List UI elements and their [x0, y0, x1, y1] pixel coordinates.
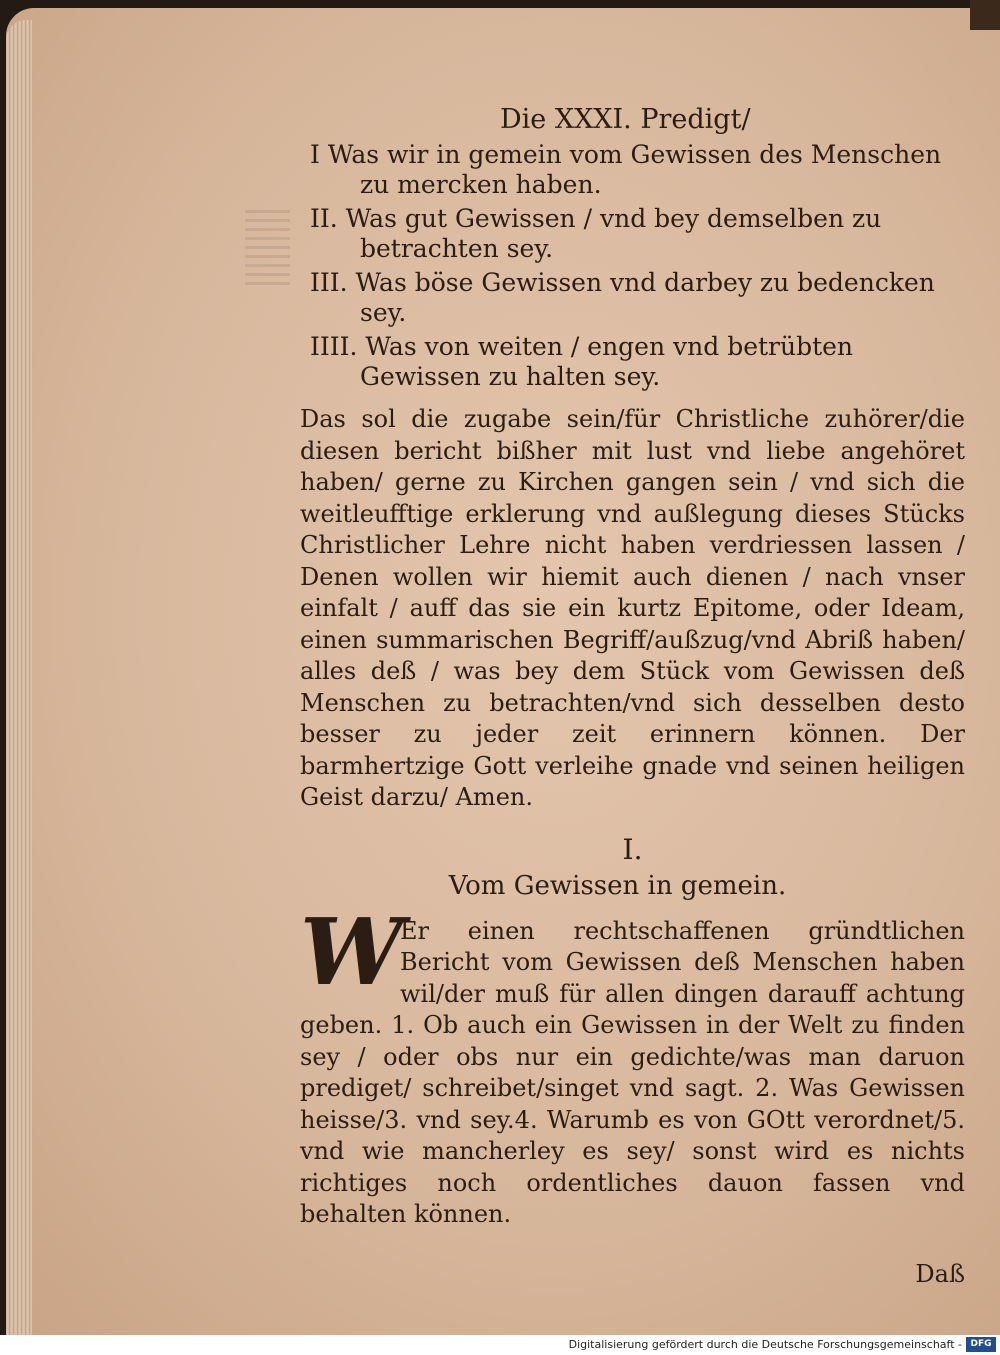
- intro-paragraph: Das sol die zugabe sein/für Christliche zuhörer/die diesen bericht bißher mit lust vnd liebe angehöret haben/ gerne zu Kirchen gangen sein / vnd sich die weitleufftige erklerung vnd außlegung dieses Stücks Christlicher Lehre nicht haben verdriessen lassen / Denen wollen wir hiemit auch dienen / nach vnser einfalt / auff das sie ein kurtz Epitome, oder Ideam, einen summarischen Begriff/außzug/vnd Abriß haben/ alles deß / was bey dem Stück vom Gewissen deß Menschen zu betrachten/vnd sich desselben desto besser zu jeder zeit erinnern können. Der barmhertzige Gott verleihe gnade vnd seinen heiligen Geist darzu/ Amen.: [300, 405, 965, 811]
- heading-item-3: III. Was böse Gewissen vnd darbey zu bedencken sey.: [310, 268, 935, 327]
- sermon-title: Die XXXI. Predigt/: [500, 104, 751, 135]
- heading-item-1: I Was wir in gemein vom Gewissen des Menschen zu mercken haben.: [310, 140, 942, 199]
- bleed-through-mark: [245, 210, 290, 285]
- section-number: I.: [622, 832, 643, 866]
- page-text: [300, 100, 965, 1289]
- section-paragraph: Er einen rechtschaffenen gründtlichen Bericht vom Gewissen deß Menschen haben wil/der muß für allen dingen darauff achtung geben. 1. Ob auch ein Gewissen in der Welt zu finden sey / oder obs nur ein gedichte/was man daruon prediget/ schreibet/singet vnd sagt. 2. Was Gewissen heisse/3. vnd sey.4. Warumb es von GOtt verordnet/5. vnd wie mancherley es sey/ sonst wird es nichts richtiges noch ordentliches dauon fassen vnd behalten können.: [300, 916, 965, 1228]
- drop-cap-initial: W: [300, 897, 404, 1006]
- heading-item-4: IIII. Was von weiten / engen vnd betrübten Gewissen zu halten sey.: [310, 332, 854, 391]
- heading-list: [300, 140, 965, 392]
- footer-bar: [0, 1335, 1000, 1355]
- book-binding-corner: [970, 0, 1000, 30]
- section-title: Vom Gewissen in gemein.: [448, 870, 787, 901]
- dfg-logo-icon: DFG: [966, 1337, 996, 1352]
- heading-item-2: II. Was gut Gewissen / vnd bey demselben zu betrachten sey.: [310, 204, 882, 263]
- page-edges: [6, 20, 32, 1335]
- funding-credit: Digitalisierung gefördert durch die Deutsche Forschungsgemeinschaft -: [568, 1338, 962, 1351]
- section-paragraph-block: [300, 897, 965, 1231]
- catchword: Daß: [915, 1259, 965, 1288]
